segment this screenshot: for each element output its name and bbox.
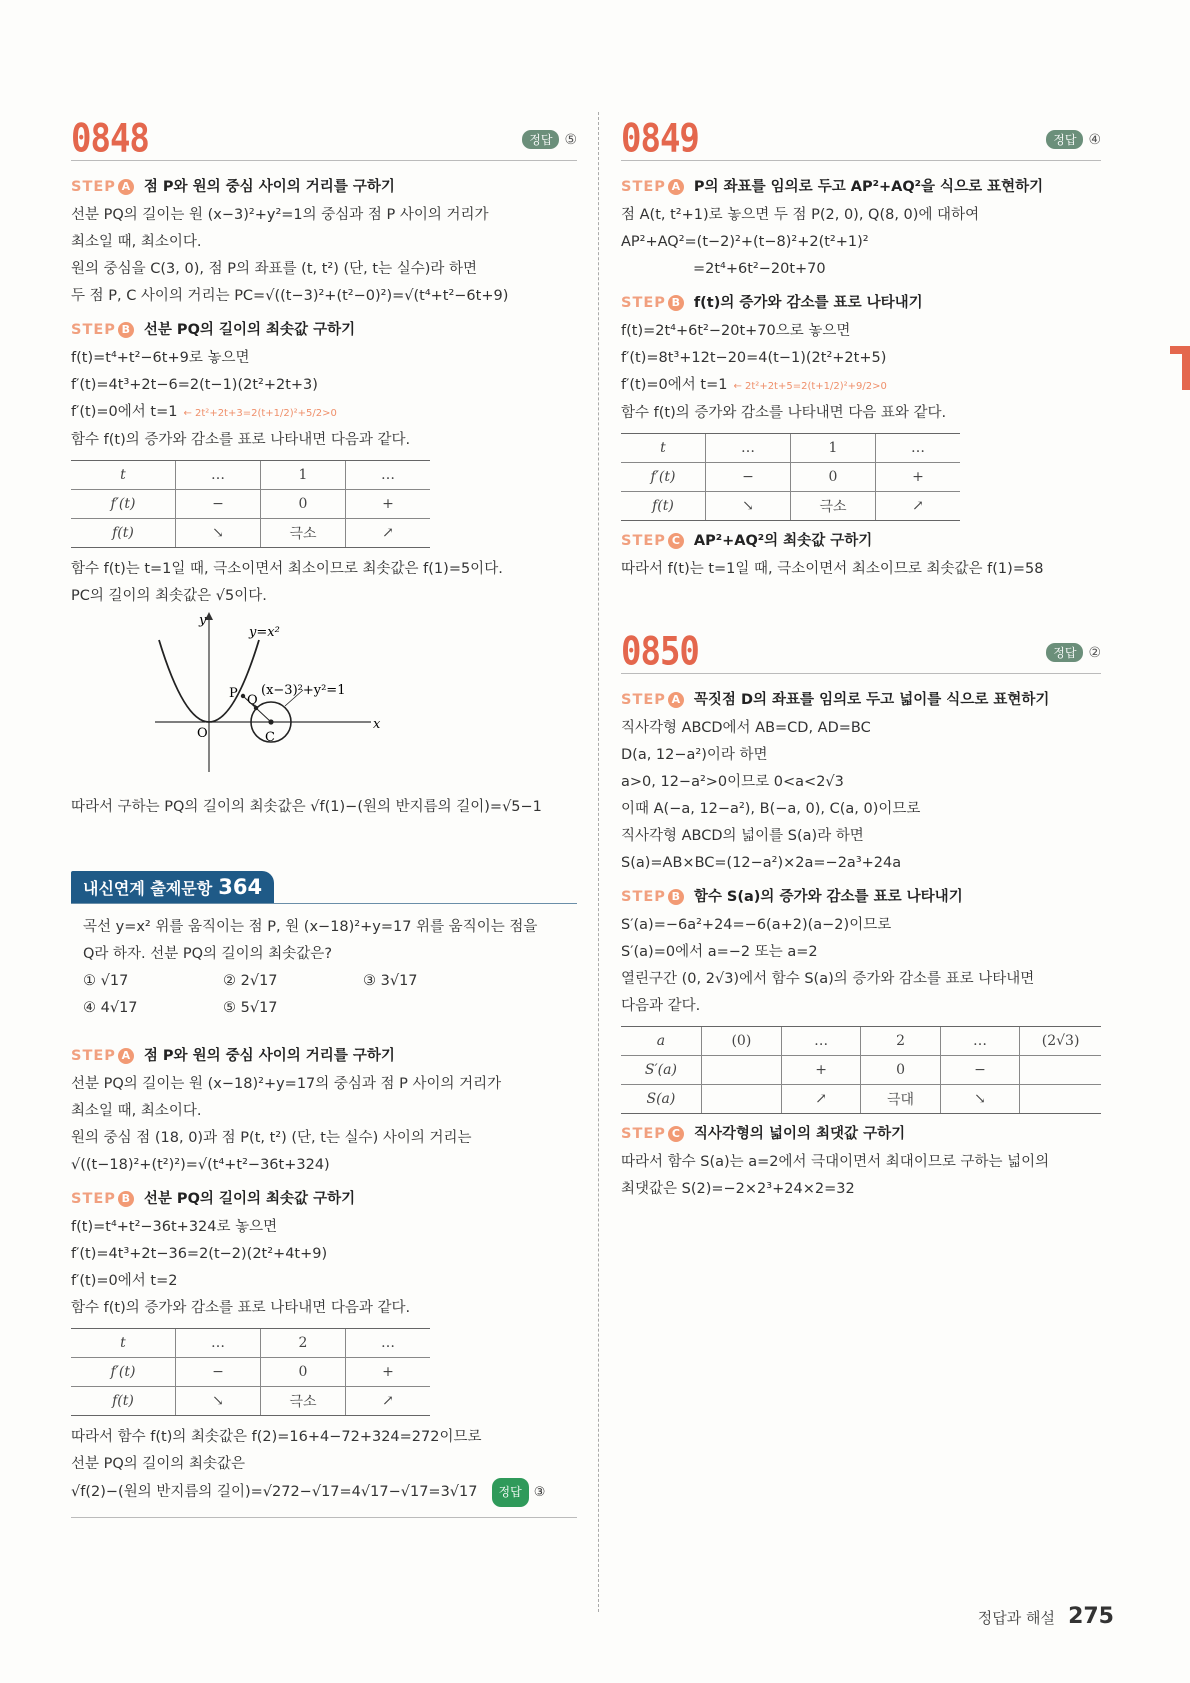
table-cell: … <box>876 434 961 463</box>
left-column <box>71 112 577 1518</box>
text-line: f′(t)=8t³+12t−20=4(t−1)(2t²+2t+5) <box>621 350 887 366</box>
table-cell: 2 <box>861 1027 940 1056</box>
table-cell: 극대 <box>861 1085 940 1114</box>
variation-table <box>71 1328 430 1416</box>
question-number: 0850 <box>621 629 699 675</box>
text-line: 따라서 함수 S(a)는 a=2에서 극대이면서 최대이므로 구하는 넓이의 <box>621 1154 1050 1170</box>
text-line: 점 A(t, t²+1)로 놓으면 두 점 P(2, 0), Q(8, 0)에 대하여 <box>621 207 980 223</box>
table-cell: (0) <box>701 1027 781 1056</box>
table-cell: − <box>706 463 791 492</box>
table-cell: − <box>940 1056 1019 1085</box>
table-cell: 2 <box>261 1329 346 1358</box>
table-cell: ↗ <box>346 519 431 548</box>
text-line: S(a)=AB×BC=(12−a²)×2a=−2a³+24a <box>621 855 902 871</box>
table-cell: 0 <box>261 490 346 519</box>
table-row <box>621 1027 1101 1056</box>
step-letter: B <box>668 889 684 905</box>
right-column <box>621 112 1101 1203</box>
footer-label: 정답과 해설 <box>977 1609 1055 1627</box>
step-letter: A <box>118 1048 134 1064</box>
table-row <box>621 434 960 463</box>
step-letter: B <box>118 1191 134 1207</box>
c-label: C <box>265 730 275 745</box>
question-number: 0848 <box>71 116 149 162</box>
exam-problem-tag <box>71 871 274 903</box>
text-line: 따라서 구하는 PQ의 길이의 최솟값은 √f(1)−(원의 반지름의 길이)=√5−1 <box>71 799 542 815</box>
table-cell: ↘ <box>940 1085 1019 1114</box>
text-line: 따라서 f(t)는 t=1일 때, 극소이면서 최소이므로 최솟값은 f(1)=58 <box>621 561 1044 577</box>
answer-badge: 정답 <box>522 130 559 149</box>
table-row <box>71 519 430 548</box>
table-cell: + <box>781 1056 860 1085</box>
table-row <box>71 490 430 519</box>
table-row <box>621 1085 1101 1114</box>
text-line: 이때 A(−a, 12−a²), B(−a, 0), C(a, 0)이므로 <box>621 801 921 817</box>
text-line: f(t)=t⁴+t²−36t+324로 놓으면 <box>71 1219 278 1235</box>
answer-value: ② <box>1088 645 1101 661</box>
question-header-0848 <box>71 112 577 161</box>
step-title: f(t)의 증가와 감소를 표로 나타내기 <box>693 295 923 311</box>
table-cell: ↗ <box>346 1387 431 1416</box>
choice-5: ⑤ 5√17 <box>223 1000 278 1016</box>
answer-value: ④ <box>1088 132 1101 148</box>
step-letter: B <box>118 322 134 338</box>
row-header-cell: t <box>621 434 706 463</box>
step-a-heading <box>71 1044 577 1065</box>
parabola-circle-graph <box>71 610 577 790</box>
step-letter: B <box>668 295 684 311</box>
x-label: x <box>373 717 381 732</box>
row-header-cell: f′(t) <box>71 490 176 519</box>
q-label: Q <box>247 693 258 708</box>
table-cell: ↘ <box>706 492 791 521</box>
step-letter: C <box>668 533 684 549</box>
text-line: 최댓값은 S(2)=−2×2³+24×2=32 <box>621 1181 855 1197</box>
exam-problem-header <box>71 869 577 904</box>
table-cell: 1 <box>261 461 346 490</box>
step-title: AP²+AQ²의 최솟값 구하기 <box>693 533 873 549</box>
table-cell: 0 <box>861 1056 940 1085</box>
table-cell: … <box>781 1027 860 1056</box>
table-cell: ↗ <box>876 492 961 521</box>
page-footer <box>978 1604 1114 1629</box>
step-b-heading <box>621 885 1101 906</box>
row-header-cell: a <box>621 1027 701 1056</box>
table-cell: … <box>940 1027 1019 1056</box>
point-p <box>241 694 245 698</box>
table-cell: 극소 <box>261 1387 346 1416</box>
text-line: 두 점 P, C 사이의 거리는 PC=√((t−3)²+(t²−0)²)=√(t⁴+t²−6t+9) <box>71 288 509 304</box>
side-note: ← 2t²+2t+3=2(t+1/2)²+5/2>0 <box>183 408 337 419</box>
choice-4: ④ 4√17 <box>83 1000 138 1016</box>
step-label: STEP <box>621 533 666 549</box>
step-label: STEP <box>621 692 666 708</box>
side-note: ← 2t²+2t+5=2(t+1/2)²+9/2>0 <box>733 381 887 392</box>
p-label: P <box>229 686 238 701</box>
text-line: f′(t)=0에서 t=2 <box>71 1273 178 1289</box>
table-cell: … <box>346 461 431 490</box>
text-line: f′(t)=4t³+2t−36=2(t−2)(2t²+4t+9) <box>71 1246 328 1262</box>
text-line: 원의 중심 점 (18, 0)과 점 P(t, t²) (단, t는 실수) 사이의 거리는 <box>71 1130 472 1146</box>
text-line: 함수 f(t)의 증가와 감소를 나타내면 다음 표와 같다. <box>621 405 947 421</box>
question-header-0849 <box>621 112 1101 161</box>
row-header-cell: t <box>71 1329 176 1358</box>
table-cell: − <box>176 490 261 519</box>
step-a-heading <box>71 175 577 196</box>
table-cell <box>701 1085 781 1114</box>
text-line: 최소일 때, 최소이다. <box>71 1103 202 1119</box>
step-letter: A <box>118 179 134 195</box>
table-row <box>621 463 960 492</box>
table-cell: ↘ <box>176 519 261 548</box>
table-cell: + <box>876 463 961 492</box>
text-line <box>71 1478 577 1507</box>
row-header-cell: f(t) <box>71 519 176 548</box>
step-label: STEP <box>71 322 116 338</box>
step-c-heading <box>621 1122 1101 1143</box>
row-header-cell: t <box>71 461 176 490</box>
table-cell: … <box>176 1329 261 1358</box>
table-cell: 극소 <box>261 519 346 548</box>
text-line: 직사각형 ABCD에서 AB=CD, AD=BC <box>621 720 871 736</box>
text-line: 선분 PQ의 길이는 원 (x−3)²+y²=1의 중심과 점 P 사이의 거리가 <box>71 207 489 223</box>
step-a-heading <box>621 175 1101 196</box>
table-row <box>621 1056 1101 1085</box>
variation-table <box>71 460 430 548</box>
answer-value: ⑤ <box>564 132 577 148</box>
table-cell: (2√3) <box>1020 1027 1101 1056</box>
table-row <box>71 1329 430 1358</box>
step-title: P의 좌표를 임의로 두고 AP²+AQ²을 식으로 표현하기 <box>693 179 1044 195</box>
problem-text: 곡선 y=x² 위를 움직이는 점 P, 원 (x−18)²+y=17 위를 움직이는 점을 <box>83 919 538 935</box>
text-line: S′(a)=0에서 a=−2 또는 a=2 <box>621 944 818 960</box>
table-cell: 0 <box>261 1358 346 1387</box>
text-line: a>0, 12−a²>0이므로 0<a<2√3 <box>621 774 844 790</box>
exam-problem-number: 364 <box>218 875 263 899</box>
step-title: 선분 PQ의 길이의 최솟값 구하기 <box>143 1191 356 1207</box>
step-title: 점 P와 원의 중심 사이의 거리를 구하기 <box>143 1048 395 1064</box>
step-title: 선분 PQ의 길이의 최솟값 구하기 <box>143 322 356 338</box>
table-cell <box>1020 1056 1101 1085</box>
step-label: STEP <box>71 1048 116 1064</box>
text-line: 최소일 때, 최소이다. <box>71 234 202 250</box>
answer-choices <box>71 968 577 1022</box>
text-line: 열린구간 (0, 2√3)에서 함수 S(a)의 증가와 감소를 표로 나타내면 <box>621 971 1035 987</box>
row-header-cell: f(t) <box>71 1387 176 1416</box>
answer-indicator <box>522 130 577 149</box>
text-line: 다음과 같다. <box>621 998 701 1014</box>
step-label: STEP <box>621 295 666 311</box>
variation-table <box>621 433 960 521</box>
step-a-heading <box>621 688 1101 709</box>
step-letter: C <box>668 1126 684 1142</box>
text-line: 선분 PQ의 길이는 원 (x−18)²+y=17의 중심과 점 P 사이의 거리가 <box>71 1076 502 1092</box>
table-row <box>71 1387 430 1416</box>
answer-indicator <box>492 1485 546 1500</box>
choice-2: ② 2√17 <box>223 973 278 989</box>
table-row <box>71 1358 430 1387</box>
text-line: D(a, 12−a²)이라 하면 <box>621 747 768 763</box>
section-end-rule <box>71 1517 577 1518</box>
question-header-0850 <box>621 625 1101 674</box>
text-line: 함수 f(t)는 t=1일 때, 극소이면서 최소이므로 최솟값은 f(1)=5이다. <box>71 561 503 577</box>
step-label: STEP <box>71 1191 116 1207</box>
text-line: f(t)=2t⁴+6t²−20t+70으로 놓으면 <box>621 323 851 339</box>
step-b-heading <box>71 1187 577 1208</box>
text-line <box>621 372 1101 400</box>
answer-indicator <box>1046 643 1101 662</box>
step-label: STEP <box>71 179 116 195</box>
row-header-cell: f′(t) <box>71 1358 176 1387</box>
text-line: f′(t)=4t³+2t−6=2(t−1)(2t²+2t+3) <box>71 377 318 393</box>
answer-value: ③ <box>533 1485 546 1500</box>
curve-label: y=x² <box>249 625 280 640</box>
text-line: 직사각형 ABCD의 넓이를 S(a)라 하면 <box>621 828 864 844</box>
step-title: 꼭짓점 D의 좌표를 임의로 두고 넓이를 식으로 표현하기 <box>693 692 1050 708</box>
text-line: 함수 f(t)의 증가와 감소를 표로 나타내면 다음과 같다. <box>71 432 411 448</box>
step-letter: A <box>668 179 684 195</box>
step-letter: A <box>668 692 684 708</box>
step-label: STEP <box>621 889 666 905</box>
table-cell: … <box>706 434 791 463</box>
text-line: AP²+AQ²=(t−2)²+(t−8)²+2(t²+1)² <box>621 234 869 250</box>
text-line: 함수 f(t)의 증가와 감소를 표로 나타내면 다음과 같다. <box>71 1300 411 1316</box>
circle-label: (x−3)²+y²=1 <box>261 683 346 698</box>
equation: f′(t)=0에서 t=1 <box>621 377 728 393</box>
table-cell: 극소 <box>791 492 876 521</box>
row-header-cell: f′(t) <box>621 463 706 492</box>
step-b-heading <box>621 291 1101 312</box>
answer-badge: 정답 <box>492 1478 529 1507</box>
column-divider <box>598 112 599 1612</box>
variation-table <box>621 1026 1101 1114</box>
page-number: 275 <box>1068 1604 1114 1629</box>
table-cell: + <box>346 490 431 519</box>
table-row <box>621 492 960 521</box>
answer-badge: 정답 <box>1046 643 1083 662</box>
table-cell: … <box>176 461 261 490</box>
table-cell: ↗ <box>781 1085 860 1114</box>
text-line: 선분 PQ의 길이의 최솟값은 <box>71 1456 246 1472</box>
text-line: =2t⁴+6t²−20t+70 <box>693 261 826 277</box>
text-line: √((t−18)²+(t²)²)=√(t⁴+t²−36t+324) <box>71 1157 330 1173</box>
text-line <box>71 399 577 427</box>
text-line: S′(a)=−6a²+24=−6(a+2)(a−2)이므로 <box>621 917 892 933</box>
table-cell: ↘ <box>176 1387 261 1416</box>
step-title: 점 P와 원의 중심 사이의 거리를 구하기 <box>143 179 395 195</box>
step-label: STEP <box>621 1126 666 1142</box>
exam-problem-label: 내신연계 출제문항 <box>83 879 213 898</box>
table-cell: … <box>346 1329 431 1358</box>
choice-3: ③ 3√17 <box>363 973 418 989</box>
y-label: y <box>199 613 207 628</box>
row-header-cell: S′(a) <box>621 1056 701 1085</box>
row-header-cell: f(t) <box>621 492 706 521</box>
table-cell: + <box>346 1358 431 1387</box>
text-line: f(t)=t⁴+t²−6t+9로 놓으면 <box>71 350 250 366</box>
table-cell: 0 <box>791 463 876 492</box>
problem-text: Q라 하자. 선분 PQ의 길이의 최솟값은? <box>83 946 333 962</box>
step-c-heading <box>621 529 1101 550</box>
table-cell: 1 <box>791 434 876 463</box>
origin-label: O <box>197 726 208 741</box>
step-title: 함수 S(a)의 증가와 감소를 표로 나타내기 <box>693 889 963 905</box>
answer-badge: 정답 <box>1046 130 1083 149</box>
choice-1: ① √17 <box>83 973 129 989</box>
row-header-cell: S(a) <box>621 1085 701 1114</box>
table-row <box>71 461 430 490</box>
page-edge-tab <box>1170 346 1190 390</box>
step-b-heading <box>71 318 577 339</box>
step-title: 직사각형의 넓이의 최댓값 구하기 <box>693 1126 906 1142</box>
question-number: 0849 <box>621 116 699 162</box>
step-label: STEP <box>621 179 666 195</box>
equation: f′(t)=0에서 t=1 <box>71 404 178 420</box>
text-line: 원의 중심을 C(3, 0), 점 P의 좌표를 (t, t²) (단, t는 실수)라 하면 <box>71 261 477 277</box>
table-cell: − <box>176 1358 261 1387</box>
table-cell <box>701 1056 781 1085</box>
table-cell <box>1020 1085 1101 1114</box>
text-line: PC의 길이의 최솟값은 √5이다. <box>71 588 267 604</box>
text-line: 따라서 함수 f(t)의 최솟값은 f(2)=16+4−72+324=272이므로 <box>71 1429 482 1445</box>
answer-indicator <box>1046 130 1101 149</box>
equation: √f(2)−(원의 반지름의 길이)=√272−√17=4√17−√17=3√17 <box>71 1484 478 1500</box>
